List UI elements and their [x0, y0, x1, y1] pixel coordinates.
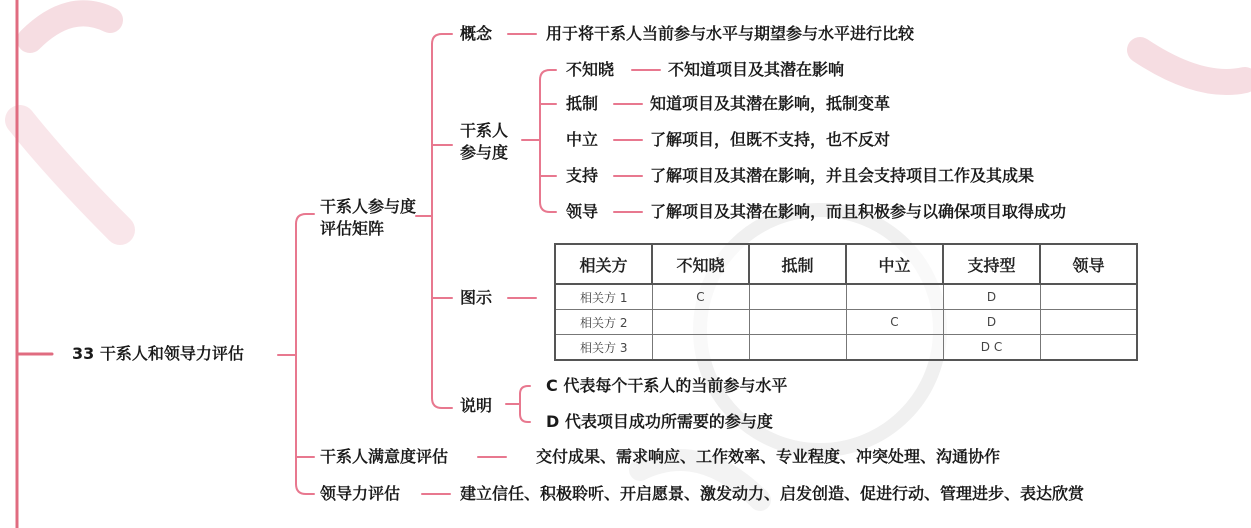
table-header: 不知晓 [652, 244, 749, 284]
table-cell: 相关方 3 [555, 335, 652, 361]
level-leading[interactable]: 领导 [566, 202, 599, 221]
table-cell: D C [943, 335, 1040, 361]
table-cell [1040, 310, 1137, 335]
level-unaware-desc: 不知道项目及其潜在影响 [668, 60, 845, 79]
level-neutral[interactable]: 中立 [566, 130, 599, 149]
table-header: 抵制 [749, 244, 846, 284]
topic-satisfaction-assessment[interactable]: 干系人满意度评估 [320, 447, 449, 466]
topic-illustration[interactable]: 图示 [460, 288, 493, 307]
table-row [555, 335, 1137, 361]
engagement-matrix-table [554, 243, 1138, 361]
level-leading-desc: 了解项目及其潜在影响，而且积极参与以确保项目取得成功 [650, 202, 1067, 221]
topic-engagement-matrix[interactable]: 干系人参与度评估矩阵 [320, 197, 417, 238]
table-cell [846, 284, 943, 310]
table-cell [1040, 335, 1137, 361]
table-header: 支持型 [943, 244, 1040, 284]
table-cell: C [846, 310, 943, 335]
topic-explanation[interactable]: 说明 [460, 396, 493, 415]
table-cell [652, 310, 749, 335]
table-row [555, 310, 1137, 335]
level-supportive-desc: 了解项目及其潜在影响，并且会支持项目工作及其成果 [650, 166, 1035, 185]
topic-engagement-level[interactable]: 干系人参与度 [460, 121, 509, 162]
table-header: 相关方 [555, 244, 652, 284]
table-cell: D [943, 284, 1040, 310]
level-resistant-desc: 知道项目及其潜在影响，抵制变革 [650, 94, 891, 113]
table-cell [749, 310, 846, 335]
table-cell [846, 335, 943, 361]
level-supportive[interactable]: 支持 [566, 166, 599, 185]
table-header: 领导 [1040, 244, 1137, 284]
table-row [555, 284, 1137, 310]
concept-desc: 用于将干系人当前参与水平与期望参与水平进行比较 [546, 24, 915, 43]
table-cell: D [943, 310, 1040, 335]
root-topic[interactable]: 33 干系人和领导力评估 [72, 344, 244, 363]
table-cell [652, 335, 749, 361]
table-cell: C [652, 284, 749, 310]
level-resistant[interactable]: 抵制 [566, 94, 599, 113]
table-cell [749, 284, 846, 310]
explanation-item-d: D 代表项目成功所需要的参与度 [546, 412, 773, 431]
table-cell: 相关方 2 [555, 310, 652, 335]
table-cell [749, 335, 846, 361]
satisfaction-desc: 交付成果、需求响应、工作效率、专业程度、冲突处理、沟通协作 [536, 447, 1001, 466]
table-cell: 相关方 1 [555, 284, 652, 310]
topic-concept[interactable]: 概念 [460, 24, 493, 43]
level-unaware[interactable]: 不知晓 [566, 60, 615, 79]
explanation-item-c: C 代表每个干系人的当前参与水平 [546, 376, 788, 395]
topic-leadership-assessment[interactable]: 领导力评估 [320, 484, 401, 503]
table-header: 中立 [846, 244, 943, 284]
table-header-row [555, 244, 1137, 284]
leadership-desc: 建立信任、积极聆听、开启愿景、激发动力、启发创造、促进行动、管理进步、表达欣赏 [460, 484, 1085, 503]
level-neutral-desc: 了解项目，但既不支持，也不反对 [650, 130, 891, 149]
table-cell [1040, 284, 1137, 310]
